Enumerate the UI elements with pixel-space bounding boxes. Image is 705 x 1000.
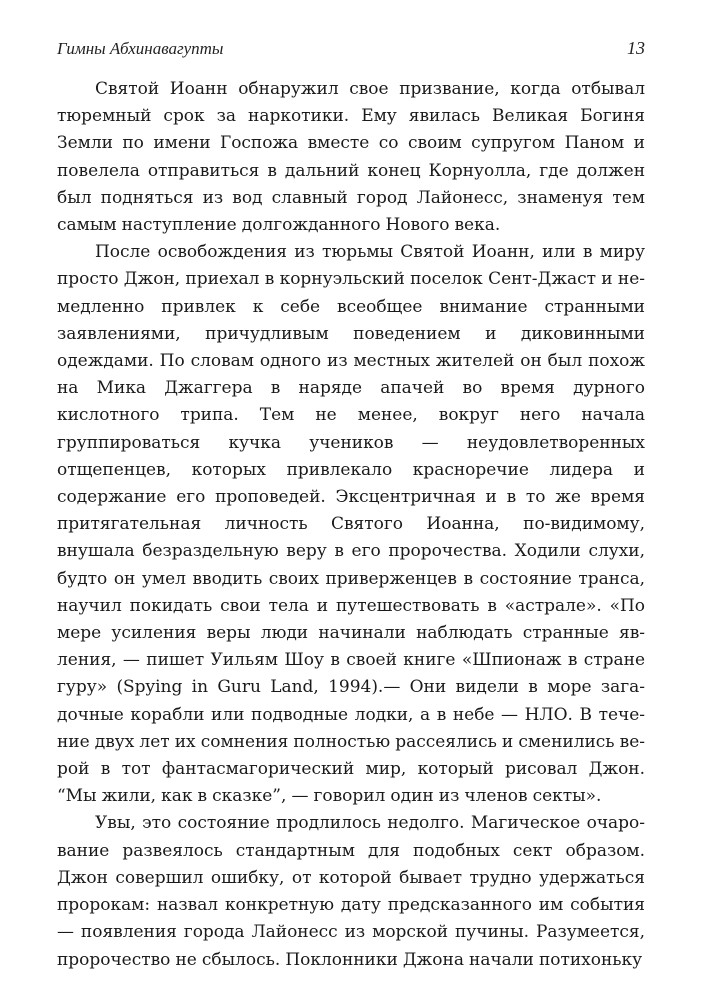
running-header xyxy=(57,38,645,59)
running-title: Гимны Абхинавагупты xyxy=(57,39,224,58)
paragraph-2: После освобождения из тюрьмы Святой Иоанн, или в миру просто Джон, приехал в корнуэльский поселок Сент-Джаст и немедленно привлек к себе всеобщее внимание странными заявлениями, причудливым поведением и диковинными одеждами. По словам одного из местных жителей он был похож на Мика Джаггера в наряде апачей во время дурного кислотного трипа. Тем не менее, вокруг него начала группироваться кучка учеников — неудовлетворенных отщепенцев, которых привлекало красноречие лидера и содержание его проповедей. Эксцентричная и в то же время притягательная личность Святого Иоанна, по-видимому, внушала безраздельную веру в его пророчества. Ходили слухи, будто он умел вводить своих приверженцев в состояние транса, научил покидать свои тела и путешествовать в «астрале». «По мере усиления веры люди начинали наблюдать странные явления, — пишет Уильям Шоу в своей книге «Шпионаж в стране гуру» (Spying in Guru Land, 1994).— Они видели в море загадочные корабли или подводные лодки, а в небе — НЛО. В течение двух лет их сомнения полностью рассеялись и сменились верой в тот фантасмагорический мир, который рисовал Джон. “Мы жили, как в сказке”, — говорил один из членов секты». xyxy=(57,242,645,807)
paragraph-1: Святой Иоанн обнаружил свое призвание, когда отбывал тюремный срок за наркотики. Ему явилась Великая Богиня Земли по имени Госпожа вместе со своим супругом Паном и повелела отправиться в дальний конец Корнуолла, где должен был подняться из вод славный город Лайонесс, знаменуя тем самым наступление долгожданного Нового века. xyxy=(57,79,645,236)
body-text xyxy=(57,76,645,974)
page-number: 13 xyxy=(627,38,645,58)
paragraph-3: Увы, это состояние продлилось недолго. Магическое очарование развеялось стандартным для подобных сект образом. Джон совершил ошибку, от которой бывает трудно удержаться пророкам: назвал конкретную дату предсказанного им события — появления города Лайонесс из морской пучины. Разумеется, пророчество не сбылось. Поклонники Джона начали потихоньку xyxy=(57,813,645,970)
